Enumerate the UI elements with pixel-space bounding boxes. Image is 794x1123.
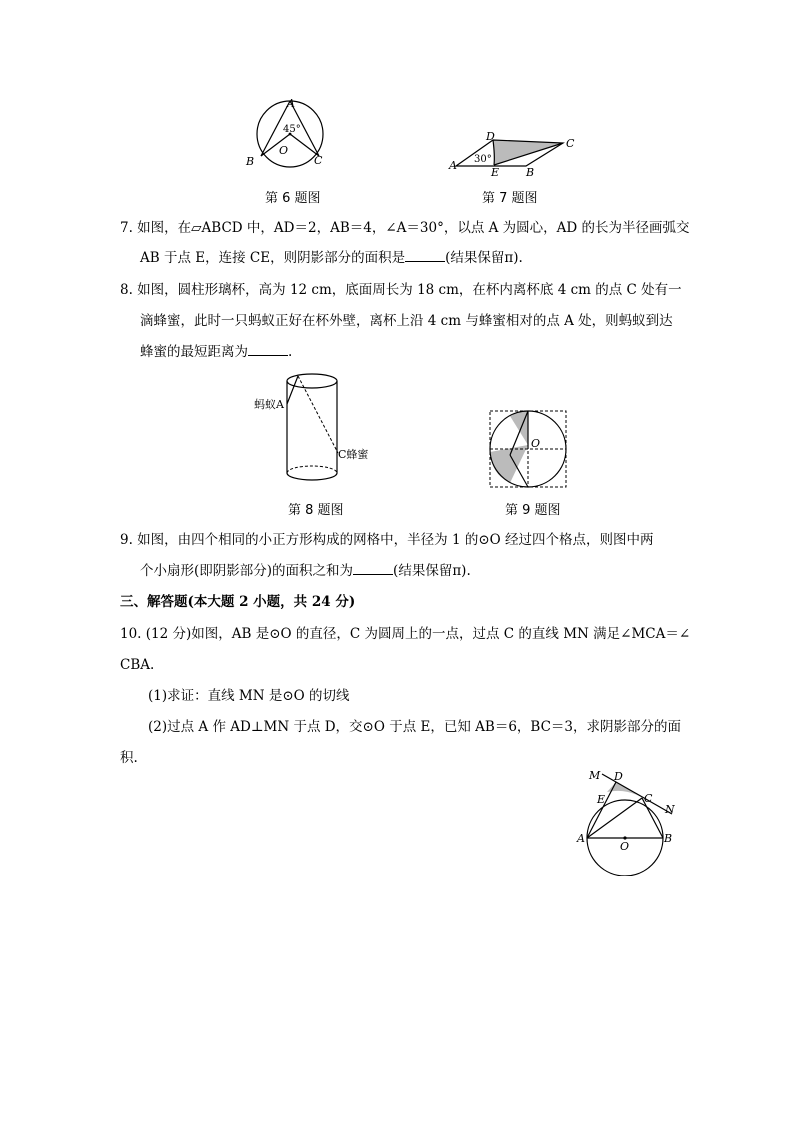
q9-line2: 个小扇形(即阴影部分)的面积之和为 (结果保留π). [140,563,471,579]
label-ant: 蚂蚁A [254,398,284,411]
label-d: D [614,770,623,783]
label-a: A [287,97,295,110]
q8-line1: 8. 如图，圆柱形璃杯，高为 12 cm，底面周长为 18 cm，在杯内离杯底 4 cm 的点 C 处有一 [120,282,682,298]
label-c: C [566,137,575,150]
answer-blank[interactable] [248,343,288,356]
q8-line3: 蜂蜜的最短距离为 . [140,344,293,360]
q10-line2: CBA. [120,657,155,673]
label-a: A [577,832,585,845]
fig7-caption: 第 7 题图 [482,191,538,206]
label-c: C [644,792,653,805]
q7-line2: AB 于点 E，连接 CE，则阴影部分的面积是 (结果保留π). [140,250,523,266]
label-o: O [531,437,541,450]
answer-blank[interactable] [405,249,445,262]
label-m: M [589,769,601,782]
q8-line2: 滴蜂蜜，此时一只蚂蚁正好在杯外壁，离杯上沿 4 cm 与蜂蜜相对的点 A 处，则蚂蚁到达 [140,313,673,329]
q10-part2: (2)过点 A 作 AD⊥MN 于点 D，交⊙O 于点 E，已知 AB＝6，BC＝3，求阴影部分的面 [148,719,682,735]
q9-line1: 9. 如图，由四个相同的小正方形构成的网格中，半径为 1 的⊙O 经过四个格点，则图中两 [120,532,654,548]
fig9-caption: 第 9 题图 [505,503,561,518]
figure-6 [238,92,358,174]
q7-line1: 7. 如图，在▱ABCD 中，AD＝2，AB＝4，∠A＝30°，以点 A 为圆心，AD 的长为半径画弧交 [120,220,690,236]
section-heading: 三、解答题(本大题 2 小题，共 24 分) [120,594,356,610]
label-n: N [665,803,675,816]
label-angle: 30° [474,154,492,165]
label-o: O [279,144,289,157]
q10-part2-cont: 积. [120,750,138,766]
label-d: D [486,130,495,143]
label-b: B [526,166,535,179]
label-angle: 45° [283,124,301,135]
fig8-caption: 第 8 题图 [288,503,344,518]
figure-10 [572,768,682,876]
figure-8 [252,368,382,488]
q10-line1: 10. (12 分)如图，AB 是⊙O 的直径，C 为圆周上的一点，过点 C 的直线 MN 满足∠MCA＝∠ [120,626,691,642]
q10-part1: (1)求证：直线 MN 是⊙O 的切线 [148,688,350,704]
label-b: B [246,155,255,168]
label-c: C [314,154,323,167]
label-b: B [664,832,673,845]
figure-9 [486,407,570,491]
label-e: E [597,793,606,806]
label-a: A [449,159,457,172]
fig6-caption: 第 6 题图 [265,191,321,206]
answer-blank[interactable] [353,562,393,575]
label-o: O [620,840,630,853]
figure-7 [446,128,586,180]
label-honey: C蜂蜜 [338,448,369,461]
label-e: E [491,166,500,179]
